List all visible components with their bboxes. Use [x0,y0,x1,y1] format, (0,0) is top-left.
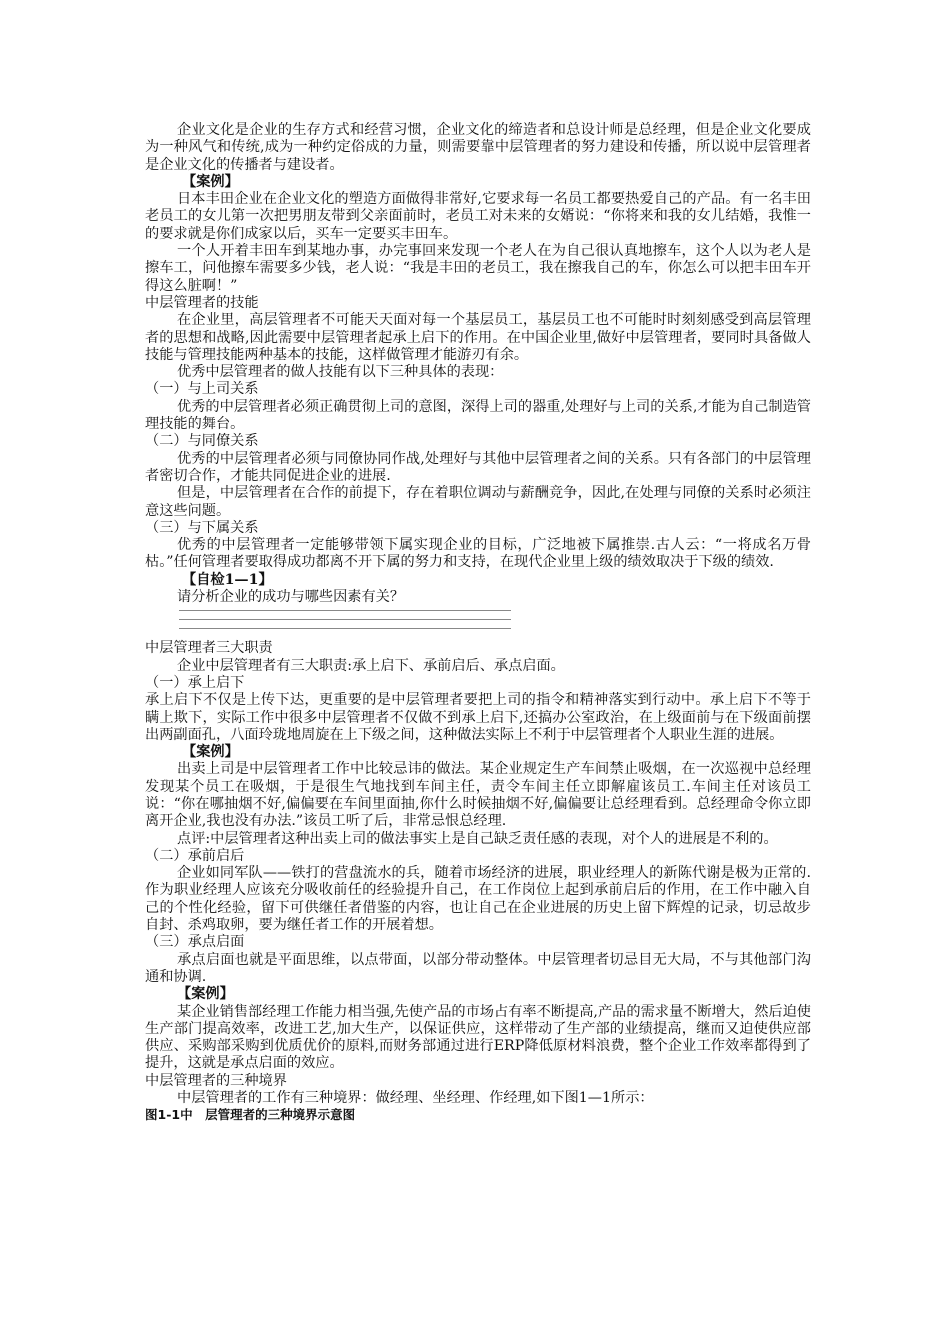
paragraph: 请分析企业的成功与哪些因素有关？ [177,589,405,606]
case-label: 【案例】 [182,744,239,761]
paragraph: 但是，中层管理者在合作的前提下，存在着职位调动与薪酬竞争，因此,在处理与同僚的关系时必须注意这些问题。 [145,485,811,519]
section-heading-or-paragraph: （二）与同僚关系 [145,433,259,450]
paragraph: 企业中层管理者有三大职责:承上启下、承前启后、承点启面。 [177,657,565,674]
paragraph: 优秀的中层管理者一定能够带领下属实现企业的目标，广泛地被下属推崇.古人云：“一将成名万骨枯。”任何管理者要取得成功都离不开下属的努力和支持，在现代企业里上级的绩效取决于下级的绩效. [145,537,811,571]
paragraph: 中层管理者的工作有三种境界：做经理、坐经理、作经理,如下图1—1所示： [177,1090,654,1107]
section-heading-or-paragraph: （三）与下属关系 [145,519,259,536]
paragraph: 企业如同军队——铁打的营盘流水的兵，随着市场经济的进展，职业经理人的新陈代谢是极为正常的.作为职业经理人应该充分吸收前任的经验提升自己，在工作岗位上起到承前启后的作用，在工作中融入自己的个性化经验，留下可供继任者借鉴的内容，也让自己在企业进展的历史上留下辉煌的记录，切忌故步自封、杀鸡取卵，要为继任者工作的开展着想。 [145,865,811,934]
section-heading-or-paragraph: 中层管理者三大职责 [145,640,273,657]
paragraph: 某企业销售部经理工作能力相当强,先使产品的市场占有率不断提高,产品的需求量不断增大，然后迫使生产部门提高效率，改进工艺,加大生产，以保证供应，这样带动了生产部的业绩提高，继而又迫使供应部供应、采购部采购到优质优价的原料,而财务部通过进行ERP降低原材料浪费，整个企业工作效率都得到了提升，这就是承点启面的效应。 [145,1003,811,1072]
paragraph: 承点启面也就是平面思维，以点带面，以部分带动整体。中层管理者切忌目无大局，不与其他部门沟通和协调. [145,951,811,985]
document-page [145,122,811,1123]
section-heading-or-paragraph: （一）承上启下 [145,674,245,691]
section-heading-or-paragraph: 中层管理者的技能 [145,294,259,311]
section-three-duties [145,640,811,1107]
paragraph: 企业文化是企业的生存方式和经营习惯，企业文化的缔造者和总设计师是总经理，但是企业文化要成为一种风气和传统,成为一种约定俗成的力量，则需要靠中层管理者的努力建设和传播，所以说中层管理者是企业文化的传播者与建设者。 [145,122,811,173]
section-main-text [145,122,811,606]
paragraph: 日本丰田企业在企业文化的塑造方面做得非常好,它要求每一名员工都要热爱自己的产品。有一名丰田老员工的女儿第一次把男朋友带到父亲面前时，老员工对未来的女婿说：“你将来和我的女儿结婚，我惟一的要求就是你们成家以后，买车一定要买丰田车。 [145,191,811,242]
paragraph: 优秀中层管理者的做人技能有以下三种具体的表现： [177,364,504,381]
case-label: 【自检1—1】 [182,571,273,588]
section-heading-or-paragraph: （三）承点启面 [145,934,245,951]
case-label: 【案例】 [182,173,239,190]
paragraph: 优秀的中层管理者必须正确贯彻上司的意图，深得上司的器重,处理好与上司的关系,才能为自己制造管理技能的舞台。 [145,398,811,433]
section-heading-or-paragraph: 中层管理者的三种境界 [145,1072,287,1089]
section-heading-or-paragraph: 承上启下不仅是上传下达，更重要的是中层管理者要把上司的指令和精神落实到行动中。承上启下不等于瞒上欺下，实际工作中很多中层管理者不仅做不到承上启下,还搞办公室政治，在上级面前与在下级面前摆出两副面孔，八面玲珑地周旋在上下级之间，这种做法实际上不利于中层管理者个人职业生涯的进展。 [145,692,811,743]
answer-blank-lines [179,610,511,637]
answer-line [179,610,511,619]
paragraph: 在企业里，高层管理者不可能天天面对每一个基层员工，基层员工也不可能时时刻刻感受到高层管理者的思想和战略,因此需要中层管理者起承上启下的作用。在中国企业里,做好中层管理者，要同时具备做人技能与管理技能两种基本的技能，这样做管理才能游刃有余。 [145,312,811,363]
figure-caption: 图1-1中 层管理者的三种境界示意图 [145,1107,356,1123]
paragraph: 点评:中层管理者这种出卖上司的做法事实上是自己缺乏责任感的表现，对个人的进展是不利的。 [177,830,778,847]
paragraph: 出卖上司是中层管理者工作中比较忌讳的做法。某企业规定生产车间禁止吸烟，在一次巡视中总经理发现某个员工在吸烟，于是很生气地找到车间主任，责令车间主任立即解雇该员工.车间主任对该员工说：“你在哪抽烟不好,偏偏要在车间里面抽,你什么时候抽烟不好,偏偏要让总经理看到。总经理命令你立即离开企业,我也没有办法.”该员工听了后，非常忌恨总经理. [145,761,811,830]
section-heading-or-paragraph: （一）与上司关系 [145,381,259,398]
section-heading-or-paragraph: （二）承前启后 [145,847,245,864]
paragraph: 优秀的中层管理者必须与同僚协同作战,处理好与其他中层管理者之间的关系。只有各部门的中层管理者密切合作，才能共同促进企业的进展. [145,450,811,484]
answer-line [179,619,511,628]
case-label: 【案例】 [177,986,234,1003]
answer-line [179,628,511,637]
paragraph: 一个人开着丰田车到某地办事，办完事回来发现一个老人在为自己很认真地擦车，这个人以为老人是擦车工，问他擦车需要多少钱，老人说：“我是丰田的老员工，我在擦我自己的车，你怎么可以把丰田车开得这么脏啊！” [145,243,811,294]
